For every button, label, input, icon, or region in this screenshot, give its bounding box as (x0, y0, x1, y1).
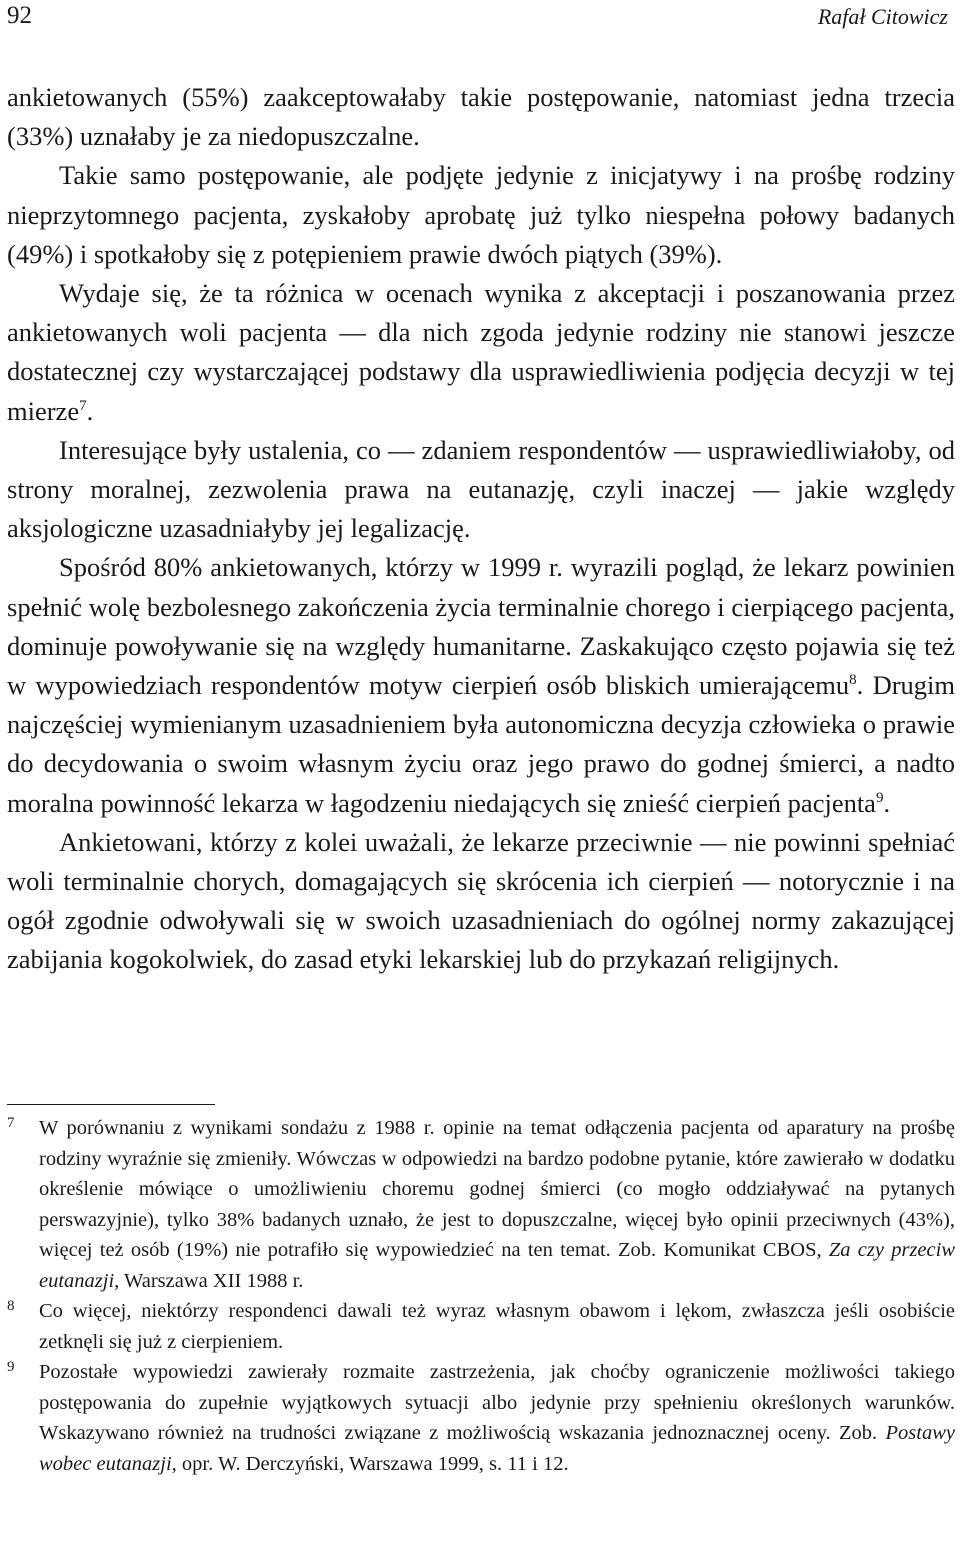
footnote-8 (7, 1296, 955, 1357)
paragraph-5 (7, 548, 955, 822)
footnote-cited-title: Za czy przeciw eutanazji (39, 1239, 955, 1292)
paragraph-5-text-b: . Drugim najczęściej wymienianym uzasadnieniem była autonomiczna decyzja człowieka o prawie do decydowania o swoim własnym życiu oraz jego prawo do godnej śmierci, a nadto moralna powinność lekarza w łagodzeniu niedających się znieść cierpień pacjenta (7, 670, 956, 818)
footnotes (7, 1113, 955, 1479)
main-text (7, 78, 955, 980)
footnote-7 (7, 1113, 955, 1296)
paragraph-1: ankietowanych (55%) zaakceptowałaby takie postępowanie, natomiast jedna trzecia (33%) uznałaby je za niedopuszczalne. (7, 82, 955, 152)
page-header (0, 0, 960, 40)
paragraph-6: Ankietowani, którzy z kolei uważali, że lekarze przeciwnie — nie powinni spełniać woli terminalnie chorych, domagających się skrócenia ich cierpień — notorycznie i na ogół zgodnie odwoływali się w swoich uzasadnieniach do ogólnej normy zakazującej zabijania kogokolwiek, do zasad etyki lekarskiej lub do przykazań religijnych. (7, 826, 955, 975)
footnote-text: Pozostałe wypowiedzi zawierały rozmaite zastrzeżenia, jak choćby ograniczenie możliwości takiego postępowania do zupełnie wyjątkowych sytuacji albo jedynie przy spełnieniu określonych warunków. Wskazywano również na trudności związane z możliwością wskazania jednoznacznej oceny. Zob. (39, 1361, 955, 1444)
running-head-author: Rafał Citowicz (817, 4, 948, 29)
footnote-text: Co więcej, niektórzy respondenci dawali też wyraz własnym obawom i lękom, zwłaszcza jeśli osobiście zetknęli się już z cierpieniem. (39, 1300, 955, 1353)
paragraph-3-text: Wydaje się, że ta różnica w ocenach wynika z akceptacji i poszanowania przez ankietowanych woli pacjenta — dla nich zgoda jedynie rodziny nie stanowi jeszcze dostatecznej czy wystarczającej podstawy dla usprawiedliwienia podjęcia decyzji w tej mierze (7, 278, 955, 426)
paragraph-5-end: . (883, 787, 891, 818)
footnote-number: 9 (7, 1359, 15, 1375)
paragraph-5-text-a: Spośród 80% ankietowanych, którzy w 1999 r. wyrazili pogląd, że lekarz powinien spełnić wolę bezbolesnego zakończenia życia terminalnie chorego i cierpiącego pacjenta, dominuje powoływanie się na względy humanitarne. Zaskakująco często pojawia się też w wypowiedziach respondentów motyw cierpień osób bliskich umierającemu (7, 552, 955, 701)
paragraph-3 (7, 274, 955, 431)
footnote-separator (7, 1104, 215, 1105)
footnote-cited-title: Postawy wobec eutanazji (39, 1422, 955, 1475)
footnote-number: 7 (7, 1115, 15, 1131)
paragraph-4: Interesujące były ustalenia, co — zdaniem respondentów — usprawiedliwiałoby, od strony moralnej, zezwolenia prawa na eutanazję, czyli inaczej — jakie względy aksjologiczne uzasadniałyby jej legalizację. (7, 434, 955, 544)
paragraph-2: Takie samo postępowanie, ale podjęte jedynie z inicjatywy i na prośbę rodziny nieprzytomnego pacjenta, zyskałoby aprobatę już tylko niespełna połowy badanych (49%) i spotkałoby się z potępieniem prawie dwóch piątych (39%). (7, 160, 955, 269)
footnote-ref-8[interactable]: 8 (849, 672, 857, 689)
footnote-9 (7, 1357, 955, 1479)
footnote-tail: , opr. W. Derczyński, Warszawa 1999, s. 11 i 12. (171, 1452, 569, 1475)
page-number: 92 (7, 2, 32, 29)
footnote-number: 8 (7, 1298, 15, 1314)
footnote-ref-7[interactable]: 7 (79, 397, 87, 414)
paragraph-3-end: . (86, 395, 94, 426)
footnote-ref-9[interactable]: 9 (875, 789, 884, 806)
footnote-text: W porównaniu z wynikami sondażu z 1988 r. opinie na temat odłączenia pacjenta od aparatury na prośbę rodziny wyraźnie się zmieniły. Wówczas w odpowiedzi na bardzo podobne pytanie, które zawierało w dodatku określenie mówiące o umożliwieniu choremu godnej śmierci (co mogło oddziaływać na pytanych perswazyjnie), tylko 38% badanych uznało, że jest to dopuszczalne, więcej było opinii przeciwnych (43%), więcej też osób (19%) nie potrafiło się wypowiedzieć na ten temat. Zob. Komunikat CBOS, (39, 1117, 955, 1261)
footnote-tail: , Warszawa XII 1988 r. (114, 1269, 304, 1292)
